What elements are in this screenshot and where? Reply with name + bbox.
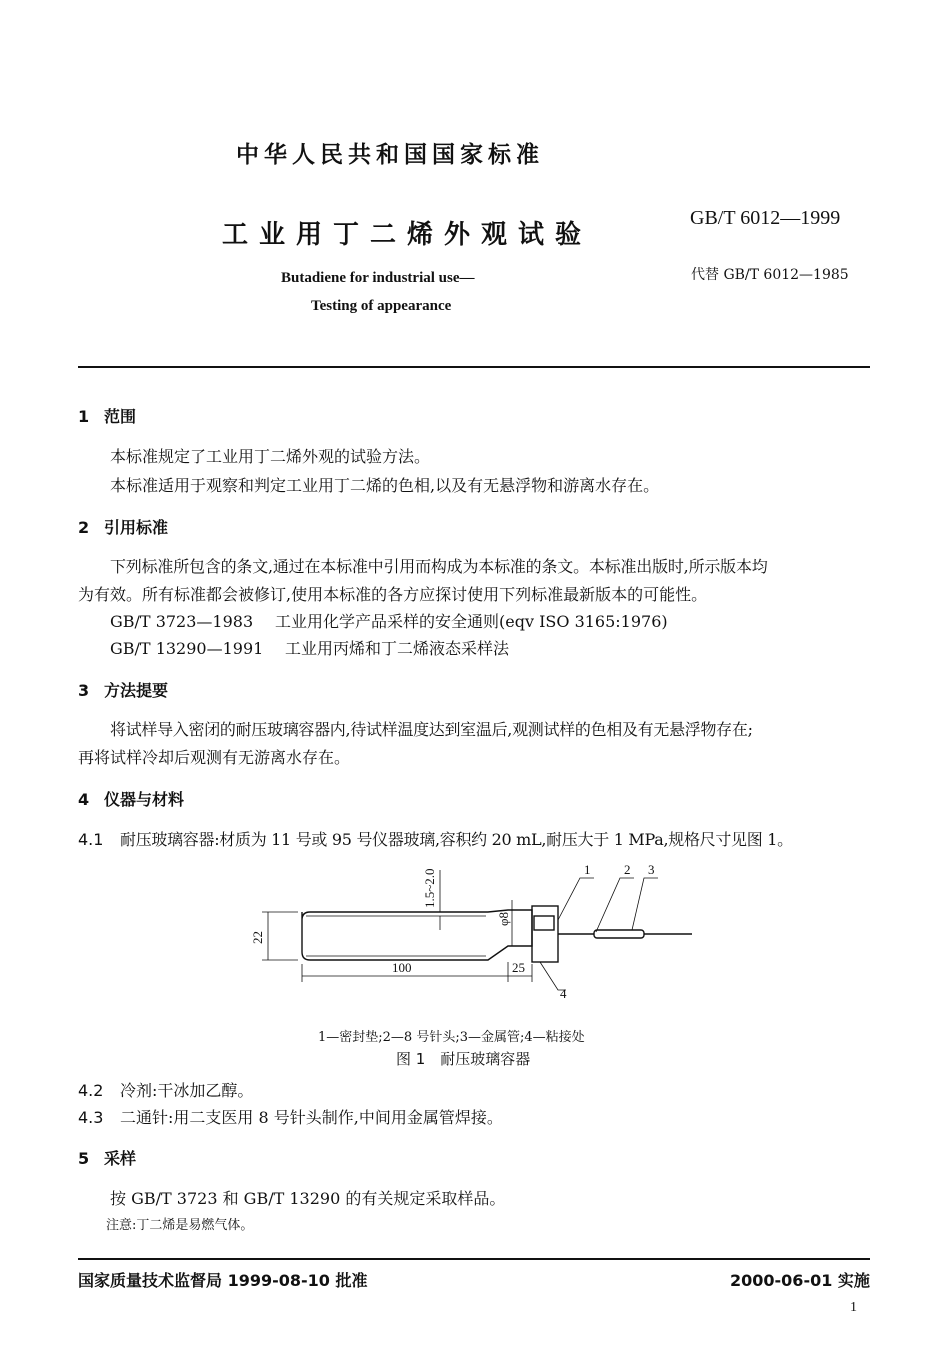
section-2-para-1a: 下列标准所包含的条文,通过在本标准中引用而构成为本标准的条文。本标准出版时,所示版本均 — [110, 557, 768, 576]
section-2-heading — [78, 515, 168, 538]
section-1-title: 范围 — [104, 407, 137, 426]
title-english-line1: Butadiene for industrial use— — [281, 270, 475, 286]
item-4-2-text: 冷剂:干冰加乙醇。 — [120, 1081, 254, 1100]
section-5-title: 采样 — [104, 1149, 137, 1168]
section-5-para-1: 按 GB/T 3723 和 GB/T 13290 的有关规定采取样品。 — [110, 1189, 506, 1208]
section-5-note: 注意:丁二烯是易燃气体。 — [106, 1218, 254, 1233]
page-number: 1 — [850, 1300, 857, 1315]
item-4-2 — [78, 1078, 253, 1101]
dim-phi-label: φ8 — [496, 911, 511, 926]
approval-line: 国家质量技术监督局 1999-08-10 批准 — [78, 1271, 368, 1290]
title-english-line2: Testing of appearance — [311, 298, 452, 314]
callout-2: 2 — [624, 862, 631, 877]
footer-rule — [78, 1258, 870, 1260]
national-standard-heading: 中华人民共和国国家标准 — [236, 142, 544, 168]
reference-1 — [110, 609, 668, 632]
dim-length-label: 100 — [392, 960, 412, 975]
section-5-number: 5 — [78, 1149, 90, 1168]
section-2-title: 引用标准 — [104, 518, 169, 537]
section-3-number: 3 — [78, 681, 90, 700]
dim-diameter-label: 22 — [250, 931, 265, 944]
section-1-para-1: 本标准规定了工业用丁二烯外观的试验方法。 — [110, 447, 431, 466]
figure-1-container-diagram — [240, 850, 710, 1000]
reference-1-title: 工业用化学产品采样的安全通则(eqv ISO 3165:1976) — [275, 612, 668, 631]
item-4-2-number: 4.2 — [78, 1081, 104, 1100]
section-3-heading — [78, 678, 168, 701]
dim-neck-label: 25 — [512, 960, 525, 975]
reference-1-code: GB/T 3723—1983 — [110, 612, 254, 631]
figure-1-legend: 1—密封垫;2—8 号针头;3—金属管;4—粘接处 — [318, 1030, 585, 1045]
item-4-3 — [78, 1105, 503, 1128]
item-4-1 — [78, 827, 793, 850]
reference-2 — [110, 636, 509, 659]
reference-2-code: GB/T 13290—1991 — [110, 639, 264, 658]
section-3-para-1b: 再将试样冷却后观测有无游离水存在。 — [78, 748, 351, 767]
section-4-title: 仪器与材料 — [104, 790, 185, 809]
section-3-title: 方法提要 — [104, 681, 169, 700]
header-rule — [78, 366, 870, 368]
replaces-standard: 代替 GB/T 6012—1985 — [691, 267, 849, 283]
seal-gasket — [534, 916, 554, 930]
seal-cap — [532, 906, 558, 962]
glass-container-inner-wall — [306, 916, 486, 956]
section-3-para-1a: 将试样导入密闭的耐压玻璃容器内,待试样温度达到室温后,观测试样的色相及有无悬浮物存在; — [110, 720, 753, 739]
figure-1-caption: 图 1 耐压玻璃容器 — [396, 1050, 531, 1068]
document-title: 工业用丁二烯外观试验 — [222, 220, 593, 250]
section-1-number: 1 — [78, 407, 90, 426]
section-5-heading — [78, 1146, 136, 1169]
callout-4: 4 — [560, 986, 567, 1000]
section-4-number: 4 — [78, 790, 90, 809]
reference-2-title: 工业用丙烯和丁二烯液态采样法 — [285, 639, 510, 658]
dim-thickness-label: 1.5~2.0 — [422, 868, 437, 908]
section-4-heading — [78, 787, 184, 810]
callout-1: 1 — [584, 862, 591, 877]
metal-tube — [594, 930, 644, 938]
standard-number: GB/T 6012—1999 — [690, 207, 841, 229]
section-1-para-2: 本标准适用于观察和判定工业用丁二烯的色相,以及有无悬浮物和游离水存在。 — [110, 476, 660, 495]
item-4-3-number: 4.3 — [78, 1108, 104, 1127]
effective-date: 2000-06-01 实施 — [730, 1271, 870, 1290]
item-4-3-text: 二通针:用二支医用 8 号针头制作,中间用金属管焊接。 — [120, 1108, 503, 1127]
section-1-heading — [78, 404, 136, 427]
item-4-1-text: 耐压玻璃容器:材质为 11 号或 95 号仪器玻璃,容积约 20 mL,耐压大于 1 MPa,规格尺寸见图 1。 — [120, 830, 793, 849]
section-2-number: 2 — [78, 518, 90, 537]
callout-3: 3 — [648, 862, 655, 877]
section-2-para-1b: 为有效。所有标准都会被修订,使用本标准的各方应探讨使用下列标准最新版本的可能性。 — [78, 585, 708, 604]
item-4-1-number: 4.1 — [78, 830, 104, 849]
